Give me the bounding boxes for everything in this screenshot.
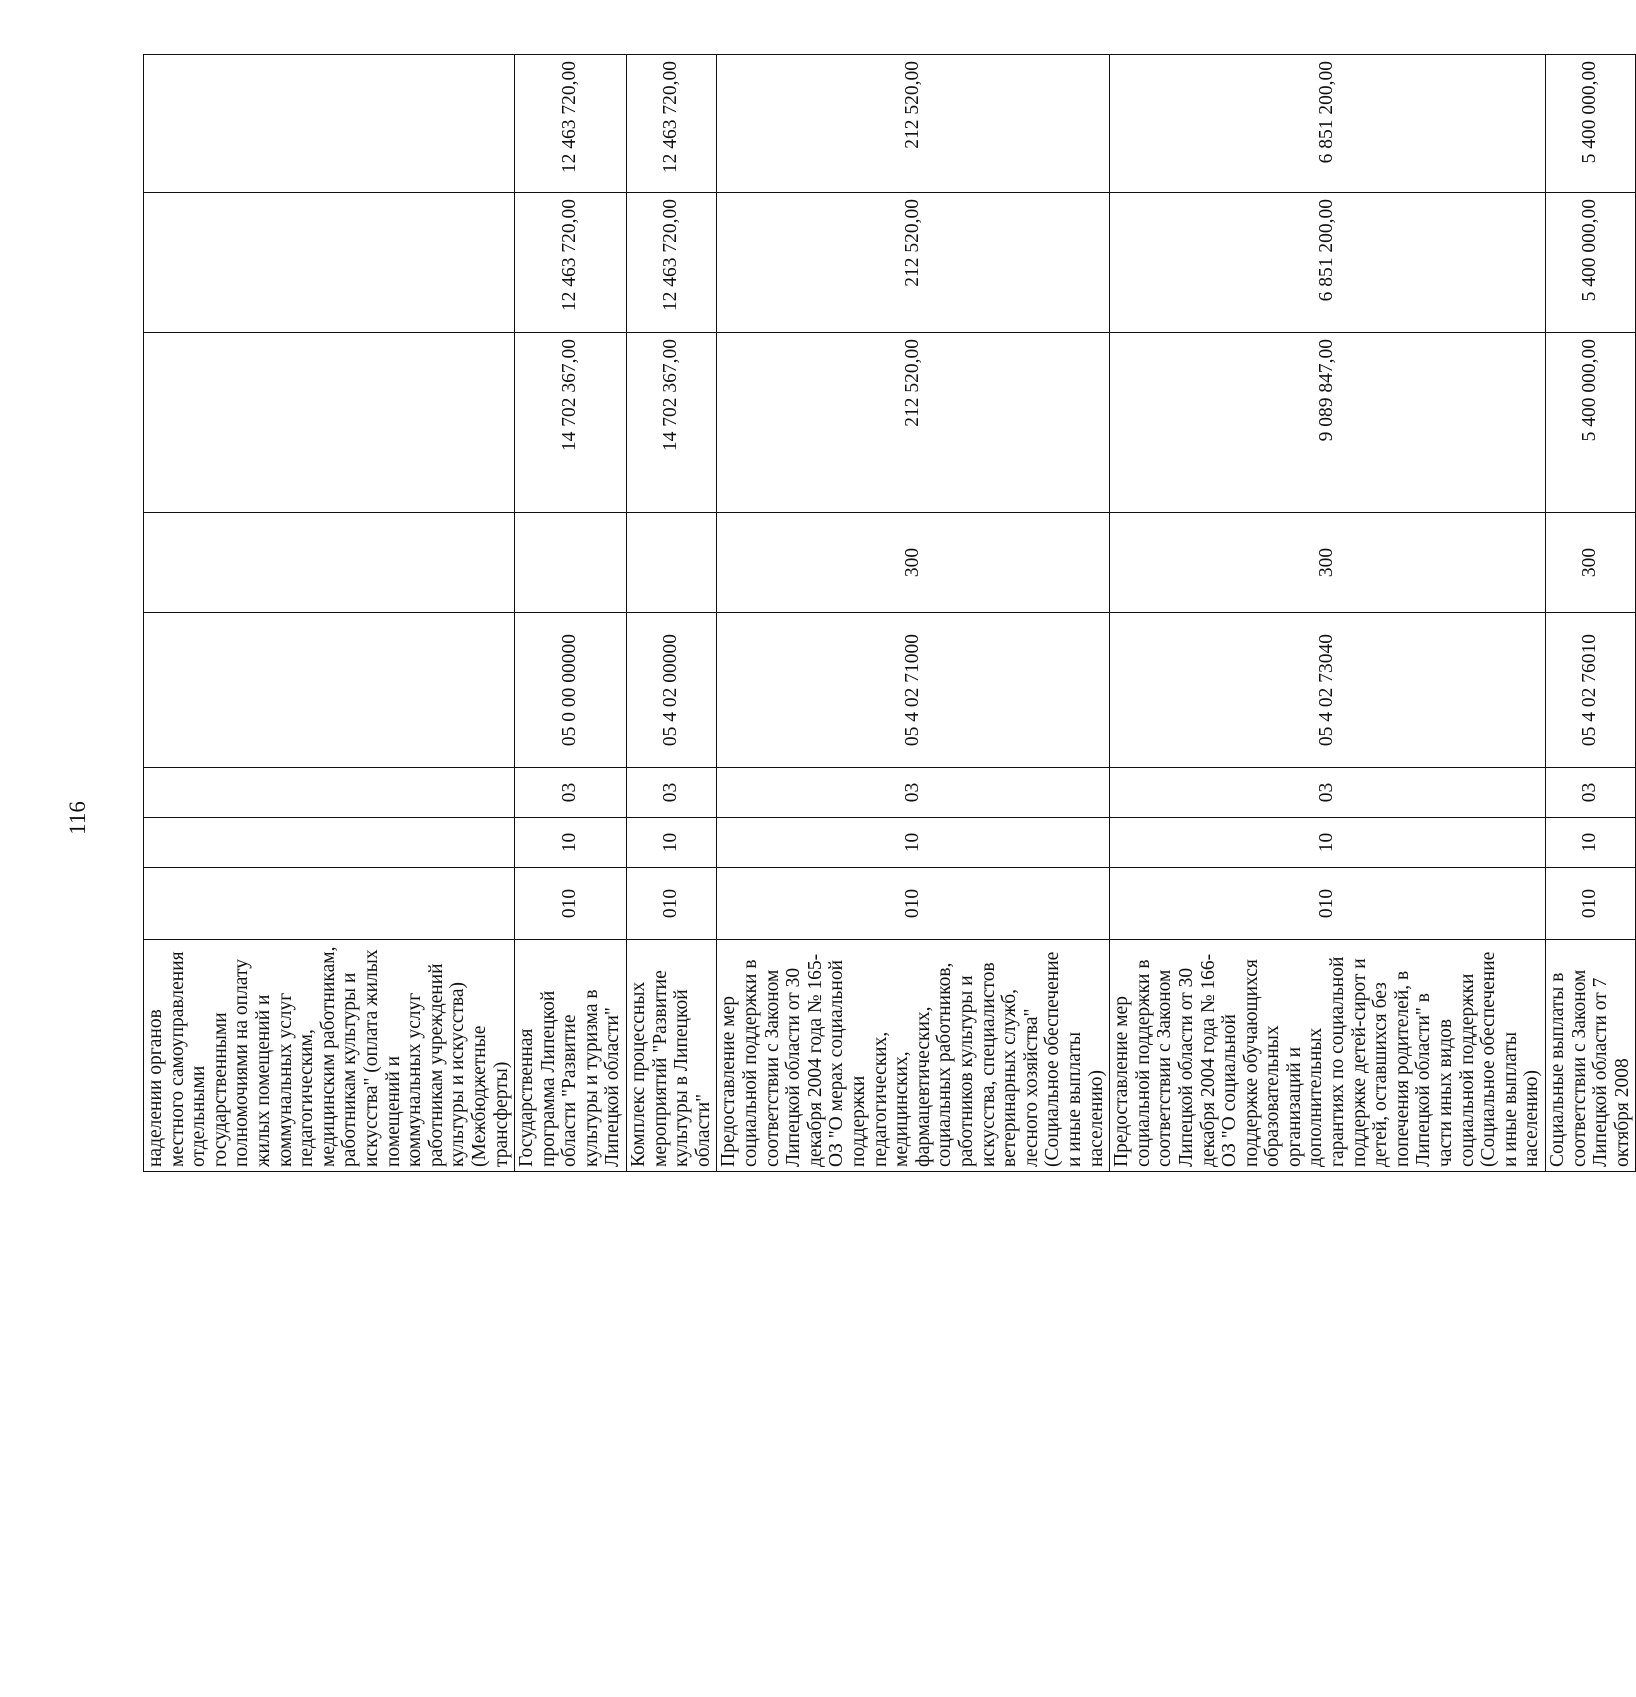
table-row bbox=[1546, 55, 1636, 1172]
sum-year3-cell: 5 400 000,00 bbox=[1546, 55, 1636, 193]
sum-year2-cell: 12 463 720,00 bbox=[515, 193, 627, 333]
expense-type-cell bbox=[144, 513, 515, 613]
section-code-cell: 10 bbox=[515, 818, 627, 868]
sum-year2-cell: 5 400 000,00 bbox=[1546, 193, 1636, 333]
sum-year2-cell bbox=[144, 193, 515, 333]
sum-year3-cell: 12 463 720,00 bbox=[515, 55, 627, 193]
row-name-cell: Государственная программа Липецкой области "Развитие культуры и туризма в Липецкой области" bbox=[515, 940, 627, 1172]
ministry-code-cell: 010 bbox=[1546, 868, 1636, 940]
sum-year1-cell: 14 702 367,00 bbox=[627, 333, 717, 513]
target-article-cell: 05 4 02 00000 bbox=[627, 613, 717, 768]
table-row bbox=[627, 55, 717, 1172]
row-name-cell: Предоставление мер социальной поддержки в соответствии с Законом Липецкой области от 30 декабря 2004 года № 166-ОЗ "О социальной поддержке обучающихся образовательных организаций и дополнительных гарантиях по социальной поддержке детей-сирот и детей, оставшихся без попечения родителей, в Липецкой области" в части иных видов социальной поддержки (Социальное обеспечение и иные выплаты населению) bbox=[1110, 940, 1546, 1172]
ministry-code-cell bbox=[144, 868, 515, 940]
row-name-cell: Предоставление мер социальной поддержки в соответствии с Законом Липецкой области от 30 декабря 2004 года № 165-ОЗ "О мерах социальной поддержки педагогических, медицинских, фармацевтических, социальных работников, работников культуры и искусства, специалистов ветеринарных служб, лесного хозяйства" (Социальное обеспечение и иные выплаты населению) bbox=[717, 940, 1110, 1172]
table-row bbox=[1110, 55, 1546, 1172]
target-article-cell: 05 4 02 71000 bbox=[717, 613, 1110, 768]
row-name-cell: Социальные выплаты в соответствии с Законом Липецкой области от 7 октября 2008 bbox=[1546, 940, 1636, 1172]
ministry-code-cell: 010 bbox=[717, 868, 1110, 940]
ministry-code-cell: 010 bbox=[1110, 868, 1546, 940]
budget-table bbox=[143, 54, 1636, 1172]
table-row bbox=[717, 55, 1110, 1172]
sum-year1-cell bbox=[144, 333, 515, 513]
sum-year3-cell bbox=[144, 55, 515, 193]
sum-year2-cell: 6 851 200,00 bbox=[1110, 193, 1546, 333]
sum-year1-cell: 5 400 000,00 bbox=[1546, 333, 1636, 513]
subsection-code-cell: 03 bbox=[717, 768, 1110, 818]
ministry-code-cell: 010 bbox=[627, 868, 717, 940]
sum-year3-cell: 6 851 200,00 bbox=[1110, 55, 1546, 193]
table-row bbox=[144, 55, 515, 1172]
table-row bbox=[515, 55, 627, 1172]
subsection-code-cell: 03 bbox=[1546, 768, 1636, 818]
row-name-cell: наделении органов местного самоуправления отдельными государственными полномочиями на оплату жилых помещений и коммунальных услуг педагогическим, медицинским работникам, работникам культуры и искусства" (оплата жилых помещений и коммунальных услуг работникам учреждений культуры и искусства) (Межбюджетные трансферты) bbox=[144, 940, 515, 1172]
subsection-code-cell: 03 bbox=[627, 768, 717, 818]
sum-year2-cell: 12 463 720,00 bbox=[627, 193, 717, 333]
section-code-cell bbox=[144, 818, 515, 868]
subsection-code-cell: 03 bbox=[1110, 768, 1546, 818]
section-code-cell: 10 bbox=[1546, 818, 1636, 868]
table-body bbox=[144, 55, 1636, 1172]
section-code-cell: 10 bbox=[627, 818, 717, 868]
subsection-code-cell bbox=[144, 768, 515, 818]
section-code-cell: 10 bbox=[1110, 818, 1546, 868]
sum-year1-cell: 14 702 367,00 bbox=[515, 333, 627, 513]
sum-year1-cell: 212 520,00 bbox=[717, 333, 1110, 513]
expense-type-cell: 300 bbox=[1546, 513, 1636, 613]
sum-year2-cell: 212 520,00 bbox=[717, 193, 1110, 333]
expense-type-cell bbox=[627, 513, 717, 613]
section-code-cell: 10 bbox=[717, 818, 1110, 868]
target-article-cell: 05 0 00 00000 bbox=[515, 613, 627, 768]
expense-type-cell: 300 bbox=[1110, 513, 1546, 613]
target-article-cell: 05 4 02 76010 bbox=[1546, 613, 1636, 768]
sum-year3-cell: 12 463 720,00 bbox=[627, 55, 717, 193]
target-article-cell: 05 4 02 73040 bbox=[1110, 613, 1546, 768]
target-article-cell bbox=[144, 613, 515, 768]
subsection-code-cell: 03 bbox=[515, 768, 627, 818]
row-name-cell: Комплекс процессных мероприятий "Развитие культуры в Липецкой области" bbox=[627, 940, 717, 1172]
ministry-code-cell: 010 bbox=[515, 868, 627, 940]
sum-year3-cell: 212 520,00 bbox=[717, 55, 1110, 193]
expense-type-cell: 300 bbox=[717, 513, 1110, 613]
sum-year1-cell: 9 089 847,00 bbox=[1110, 333, 1546, 513]
page-number: 116 bbox=[65, 801, 90, 835]
rotated-budget-table bbox=[143, 55, 1633, 1172]
expense-type-cell bbox=[515, 513, 627, 613]
